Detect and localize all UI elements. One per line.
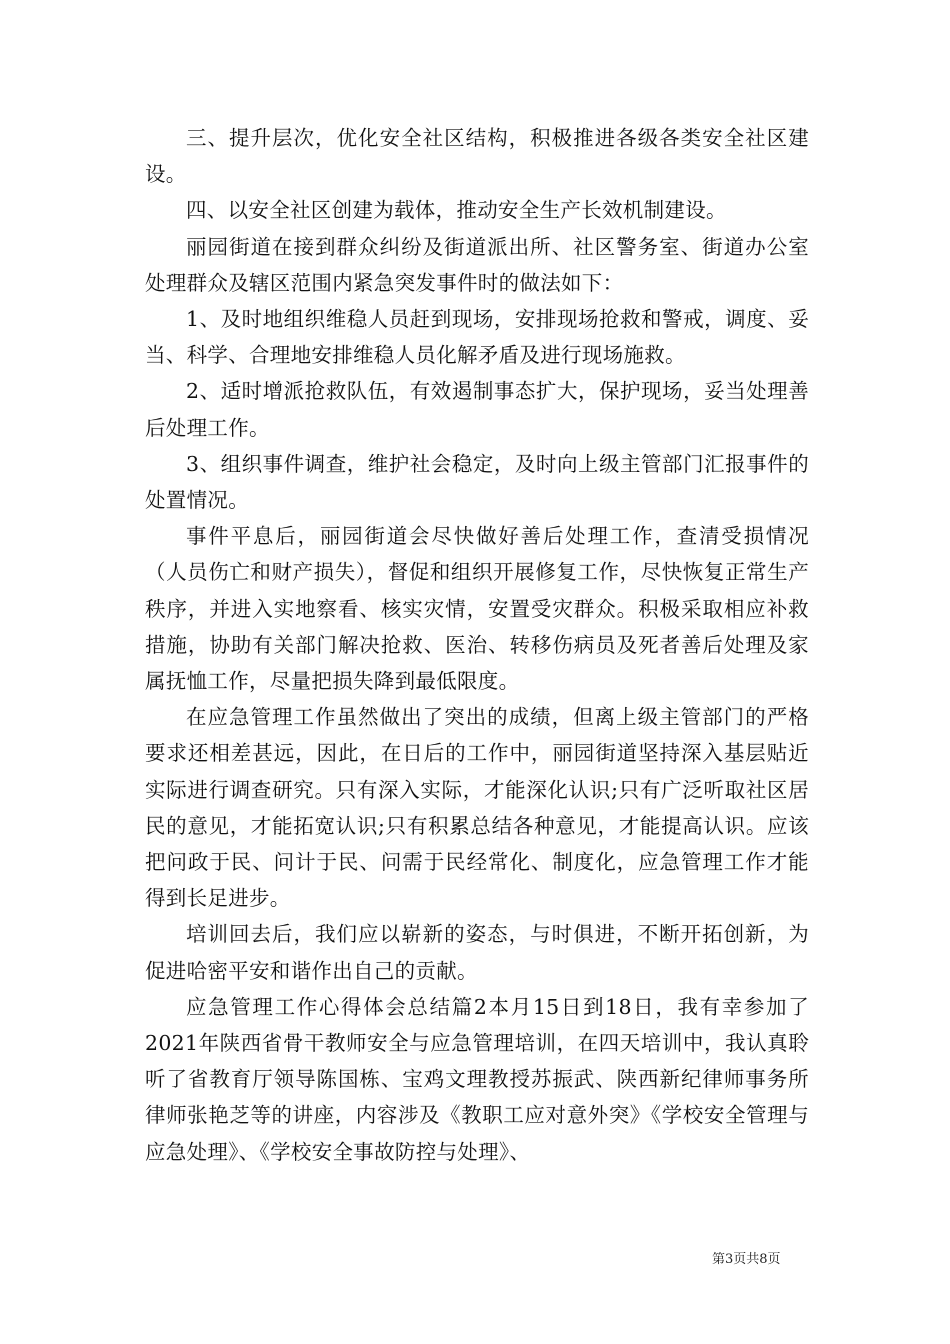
paragraph: 培训回去后，我们应以崭新的姿态，与时俱进，不断开拓创新，为促进哈密平安和谐作出自己的贡献。	[145, 922, 809, 983]
paragraph: 在应急管理工作虽然做出了突出的成绩，但离上级主管部门的严格要求还相差甚远，因此，在日后的工作中，丽园街道坚持深入基层贴近实际进行调查研究。只有深入实际，才能深化认识;只有广泛听取社区居民的意见，才能拓宽认识;只有积累总结各种意见，才能提高认识。应该把问政于民、问计于民、问需于民经常化、制度化，应急管理工作才能得到长足进步。	[145, 705, 809, 911]
paragraph: 四、以安全社区创建为载体，推动安全生产长效机制建设。	[186, 198, 727, 223]
paragraph: 2、适时增派抢救队伍，有效遏制事态扩大，保护现场，妥当处理善后处理工作。	[145, 379, 809, 440]
paragraph: 3、组织事件调查，维护社会稳定，及时向上级主管部门汇报事件的处置情况。	[145, 451, 809, 513]
paragraph: 丽园街道在接到群众纠纷及街道派出所、社区警务室、街道办公室处理群众及辖区范围内紧急突发事件时的做法如下：	[145, 234, 809, 295]
paragraph: 事件平息后，丽园街道会尽快做好善后处理工作，查清受损情况（人员伤亡和财产损失），督促和组织开展修复工作，尽快恢复正常生产秩序，并进入实地察看、核实灾情，安置受灾群众。积极采取相应补救措施，协助有关部门解决抢救、医治、转移伤病员及死者善后处理及家属抚恤工作，尽量把损失降到最低限度。	[145, 524, 809, 694]
paragraph: 三、提升层次，优化安全社区结构，积极推进各级各类安全社区建设。	[145, 126, 809, 187]
paragraph: 应急管理工作心得体会总结篇2本月15日到18日，我有幸参加了2021年陕西省骨干教师安全与应急管理培训，在四天培训中，我认真聆听了省教育厅领导陈国栋、宝鸡文理教授苏振武、陕西新纪律师事务所律师张艳芝等的讲座，内容涉及《教职工应对意外突》《学校安全管理与应急处理》、《学校安全事故防控与处理》、	[145, 994, 809, 1164]
page-number: 第3页共8页	[712, 1252, 781, 1267]
paragraph: 1、及时地组织维稳人员赶到现场，安排现场抢救和警戒，调度、妥当、科学、合理地安排维稳人员化解矛盾及进行现场施救。	[145, 307, 809, 368]
document-body	[145, 120, 809, 1170]
